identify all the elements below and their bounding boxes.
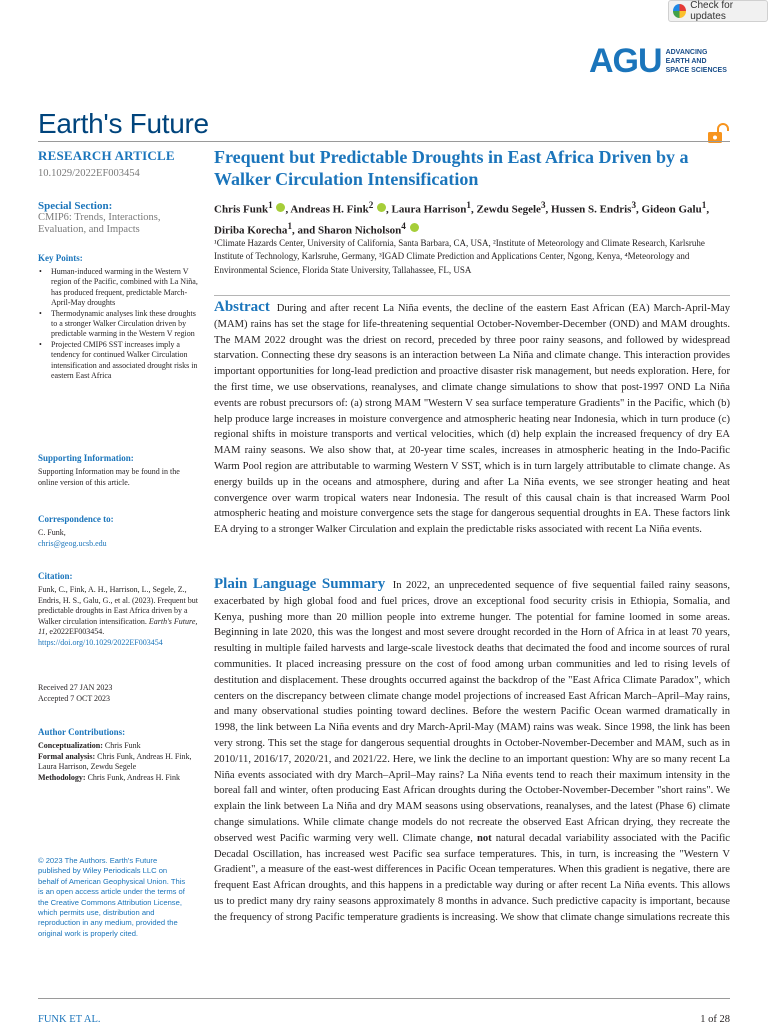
special-section-text: CMIP6: Trends, Interactions, Evaluation, and Impacts [38,212,161,235]
journal-name: Earth's Future [38,108,209,139]
author-name[interactable]: Gideon Galu [641,203,702,216]
contrib-names: Chris Funk, Andreas H. Fink, Laura Harrison, Zewdu Segele [38,751,192,771]
citation-body [38,585,198,648]
received-date: Received 27 JAN 2023 [38,683,113,692]
agu-logo-mark: AGU [589,42,662,80]
author-affil-sup: 1 [701,200,707,210]
contrib-role: Conceptualization: [38,741,103,750]
article-title: Frequent but Predictable Droughts in East Africa Driven by a Walker Circulation Intensification [214,147,689,189]
author-name[interactable]: Diriba Korecha [214,224,288,237]
plain-language-summary [214,577,730,926]
supporting-text: Supporting Information may be found in the online version of this article. [38,467,180,487]
agu-tagline-line: ADVANCING [665,48,708,56]
author-name[interactable]: Laura Harrison [391,203,467,216]
author-affil-sup: 1 [466,200,471,210]
check-for-updates-button[interactable] [668,0,768,22]
author-affil-sup: 2 [368,200,374,210]
article-type: RESEARCH ARTICLE [38,148,175,163]
page-number: 1 of 28 [700,1014,730,1024]
contrib-role: Methodology: [38,772,86,782]
agu-tagline [666,48,727,75]
agu-tagline-line: EARTH AND [665,57,707,65]
pls-bold-word: not [476,832,492,844]
key-points-heading: Key Points: [38,253,83,263]
correspondence-heading: Correspondence to: [38,514,114,524]
citation-journal: Earth's Future, 11, [38,616,198,636]
author-name[interactable]: Hussen S. Endris [551,203,632,216]
orcid-icon[interactable] [276,203,285,212]
supporting-information [38,453,198,488]
header-rule [38,141,730,142]
abstract-section [214,300,730,538]
contrib-entry [38,773,198,784]
citation-heading: Citation: [38,571,73,581]
sidebar-article-info [38,148,198,179]
article-doi: 10.1029/2022EF003454 [38,168,140,179]
contrib-entry [38,741,198,752]
contrib-names: Chris Funk [104,741,141,750]
license-text: © 2023 The Authors. Earth's Future published by Wiley Periodicals LLC on behalf of American Geophysical Union. This is an open access article under the terms of the Creative Commons Attribution License, which permits use, distribution and reproduction in any medium, provided the original work is properly cited. [38,856,186,938]
citation-text: Funk, C., Fink, A. H., Harrison, L., Segele, Z., Endris, H. S., Galu, G., et al. (2023). Frequent but predictable droughts in East Africa driven by a Walker circulation intensification. [38,585,198,626]
affiliations: ¹Climate Hazards Center, University of California, Santa Barbara, CA, USA, ²Institute of Meteorology and Climate Research, Karlsruhe Institute of Technology, Karlsruhe, Germany, ³IGAD Climate Prediction and Applications Center, Ngong, Kenya, ⁴Meteorology and Environmental Science, Florida State University, Tallahassee, FL, USA [214,238,705,275]
accepted-date: Accepted 7 OCT 2023 [38,693,111,703]
author-name[interactable]: Sharon Nicholson [318,224,402,237]
key-point-item: • Human-induced warming in the Western V region of the Pacific, combined with La Niña, has produced frequent, predictable March-April-May droughts [38,267,198,309]
orcid-icon[interactable] [377,203,386,212]
contrib-role: Formal analysis: [38,751,96,761]
author-affil-sup: 3 [540,200,546,210]
correspondence-name: C. Funk, [38,528,66,537]
special-section [38,200,198,236]
abstract-text: During and after recent La Niña events, the decline of the eastern East African (EA) March-April-May (MAM) rains has set the stage for life-threatening sequential October-November-December (OND) and MAM droughts. The MAM 2022 drought was the driest on record, preceded by three poor rainy seasons, and followed by widespread starvation. Connecting these dry seasons is an interaction between La Niña and climate change. This interaction provides important opportunities for long-lead prediction and proactive disaster risk management, but needs exploration. Here, for the first time, we use observations, reanalyses, and climate change simulations to show that post-1997 OND La Niña events are robust precursors of: (a) strong MAM "Western V sea surface temperature Gradients" in the Pacific, which (b) help produce large increases in moisture convergence and atmospheric heating near Indonesia, which in turn produce (c) regional shifts in moisture transports and vertical velocities, which (d) help explain the increased frequency of dry EA MAM rainy seasons. We also show that, at 20-year time scales, increases in atmospheric heating in the Indo-Pacific Warm Pool region are attributable to warming Western V SST, which is in turn largely attributable to climate change. As energy builds up in the oceans and atmosphere, during and after La Niña events, we see stronger heating and heat convergence over warm tropical waters near Indonesia. The result of this causal chain is that increased Warm Pool atmospheric heating and moisture convergence sets the stage for dangerous sequential droughts in EA. These factors link EA drying to a stronger Walker Circulation and explain the predictable risks associated with recent La Niña events. [214,303,730,536]
affiliations-rule [214,295,730,296]
pls-text-part1: In 2022, an unprecedented sequence of five sequential failed rainy seasons, exacerbated by high global food and fuel prices, drove an exceptional food security crisis in Ethiopia, Somalia, and Kenya, pushing more than 20 million people into extreme hunger. The potential for famine loomed in some areas. Beginning in late 2020, this was the longest and most severe drought recorded in the Horn of Africa in at least 70 years, resulting in multiple failed harvests and large-scale livestock deaths that decimated the food and income sources of rural communities. It placed increasing pressure on the cost of food among urban communities and led to rising levels of destitution and displacement. These droughts occurred against the backdrop of the "East Africa Climate Paradox", which centers on the discrepancy between climate change model projections of increased East African March–April–May rains, and many observational studies pointing toward declines. Before the western Pacific Ocean warmed dramatically in 1998, the link between La Niña events and dry March-April-May (MAM) rains was weak. Since 1998, the link has been very strong. This set the stage for dangerous sequential droughts in October-November-December and MAM, such as in 2010/11, 2016/17, 2020/21, and 2021/22. Here, we link the decline to an important question: Why are so many recent La Niña events associated with dry March–April–May rains? La Niña events tend to reach their maximum intensity in the boreal fall and winter, often producing East African droughts during the October-November-December "short rains". We explain the link between La Niña and dry MAM seasons using observations, reanalyses, and the latest (Phase 6) climate change simulations. While climate change models do not recreate the observed East African drying, they recreate the observed west Pacific warming very well. Climate change, [214,580,730,844]
author-list: Chris Funk$^1$ , Andreas H. Fink$^2$ , Laura Harrison$^1$, Zewdu Segele$^3$, Hussen S. Endris$^3$, Gideon Galu$^1$, Diriba Korecha$^1$, and Sharon Nicholson$^4$ [214,200,710,237]
orcid-icon[interactable] [410,223,419,232]
contrib-entry [38,752,198,773]
citation-article: e2022EF003454. [49,627,105,636]
pls-label: Plain Language Summary [214,576,386,592]
author-affil-sup: 1 [287,220,293,231]
contrib-heading: Author Contributions: [38,727,126,737]
correspondence-email-link[interactable]: chris@geog.ucsb.edu [38,538,107,548]
citation [38,571,198,648]
key-point-item: • Projected CMIP6 SST increases imply a tendency for continued Walker Circulation intensification and associated drought risks in eastern East Africa [38,340,198,382]
article-header [214,146,730,190]
key-point-item: • Thermodynamic analyses link these droughts to a stronger Walker Circulation driven by predictable warming in the Western V region [38,309,198,340]
footer-rule [38,998,730,999]
citation-doi-link[interactable]: https://doi.org/10.1029/2022EF003454 [38,637,163,647]
running-author: FUNK ET AL. [38,1014,101,1024]
supporting-heading: Supporting Information: [38,453,134,463]
crossmark-icon [673,4,686,18]
author-affil-sup: 3 [631,200,637,210]
author-name[interactable]: Chris Funk [214,203,269,216]
author-contributions [38,727,198,783]
contrib-names: Chris Funk, Andreas H. Fink [87,772,181,782]
special-section-heading: Special Section: [38,200,113,212]
check-for-updates-label: Check for updates [690,0,734,22]
pls-text-part2: natural decadal variability associated with the Pacific Decadal Oscillation, has increased west Pacific sea surface temperatures. This, in turn, is increasing the "Western V Gradient", a measure of the east-west differences in Pacific Ocean temperatures. When this gradient is negative, there are frequent East African droughts, and this happens in a predictable way during or after recent La Niña events. This allows us to predict many dry rainy seasons approximately 8 months in advance. Such predictive capacity is important, because the frequency of strong Pacific temperature gradients is increasing. We show that climate change simulations recreate this [214,832,730,923]
agu-tagline-line: SPACE SCIENCES [665,66,727,74]
author-affil-sup: 4 [401,220,406,231]
author-name[interactable]: Andreas H. Fink [290,203,369,216]
agu-logo [589,44,727,78]
author-affil-sup: 1 [268,200,273,210]
dates [38,683,198,704]
key-points-list [38,267,198,381]
key-points [38,253,198,381]
correspondence [38,514,198,549]
abstract-label: Abstract [214,299,270,315]
author-name[interactable]: Zewdu Segele [476,203,541,216]
